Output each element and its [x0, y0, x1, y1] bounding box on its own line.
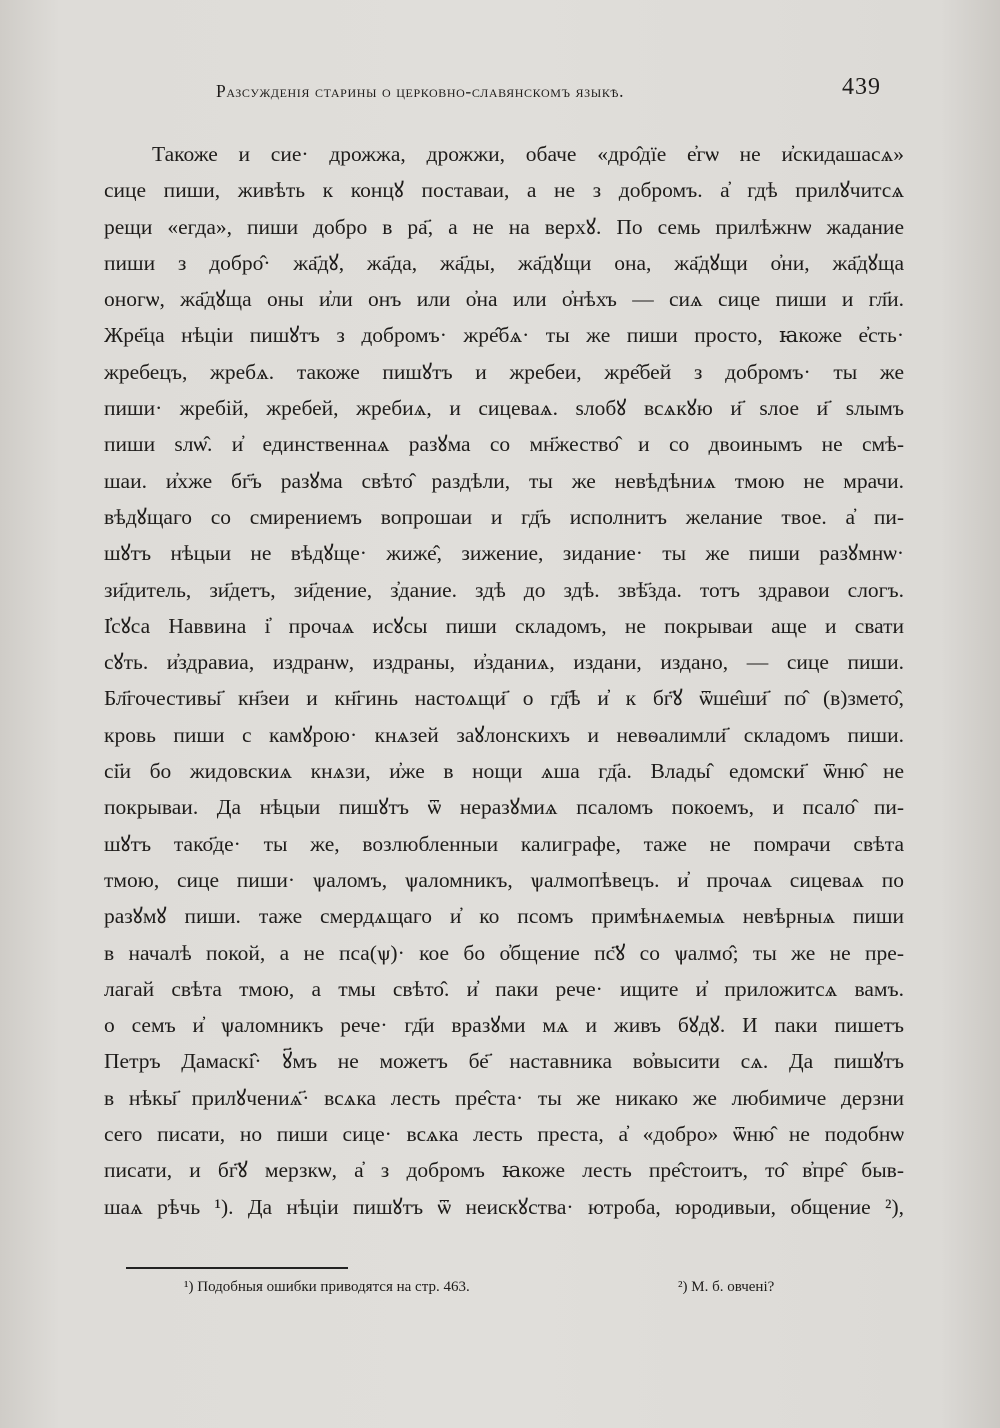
text-line: Жре҃ца нѣціи пишꙋтъ з добромъ· жре̂бѧ· ты же пиши просто, ꙗкоже е҆сть· [104, 323, 904, 348]
text-line: покрываи. Да нѣцыи пишꙋтъ ѿ неразꙋмиѧ псаломъ покоемъ, и псало̂ пи- [104, 795, 904, 820]
text-line: в началѣ покой, а не пса(ѱ)· кое бо о҆бщение пс҃ꙋ со ѱалмо̂; ты же не пре- [104, 940, 904, 965]
text-line: в нѣкы҃ прилꙋчениѧ҃· всѧка лесть пре̂ста· ты же никако же любимиче дерзни [104, 1085, 904, 1110]
text-line: сице пиши, живѣть к концꙋ поставаи, а не з добромъ. а҆ гдѣ прилꙋчитсѧ [104, 178, 904, 203]
text-line: пиши ѕлѡ̂. и҆ единственнаѧ разꙋма со мн҃жество̂ и со двоинымъ не смѣ- [104, 432, 904, 457]
footnote-1: ¹) Подобныя ошибки приводятся на стр. 463. [184, 1279, 470, 1295]
text-line: рещи «егда», пиши добро в ра҃, а не на верхꙋ. По семь прилѣжнѡ жадание [104, 214, 904, 239]
text-line: зи҃дитель, зи҃детъ, зи҃дение, з҆дание. здѣ до здѣ. звѣ҃зда. тотъ здравои слогъ. [104, 577, 904, 602]
page-number: 439 [842, 74, 881, 100]
text-line: Бл҃гочестивы҃ кн҃зеи и кн҃гинь настоѧщи҃ о гд҃ѣ и҆ к бг҃ꙋ ѿше̂ши҃ по̂ (в)змето̂, [104, 686, 904, 711]
text-line: жребецъ, жребѧ. такоже пишꙋтъ и жребеи, жре̂бей з добромъ· ты же [104, 359, 904, 384]
text-line: писати, и бг҃ꙋ мерзкѡ, а҆ з добромъ ꙗкоже лесть пре̂стоитъ, то̂ в҆пре̂ быв- [104, 1158, 904, 1183]
body-text [104, 136, 904, 1225]
text-line: сі҃и бо жидовскиѧ кнѧзи, и҆же в нощи ѧша гд҃а. Влады̂ едомски҃ ѿню̂ не [104, 759, 904, 784]
text-line: Петръ Дамаскі̂· ꙋ҃мъ не можетъ бе҃ наставника во҆҆высити сѧ. Да пишꙋтъ [104, 1049, 904, 1074]
text-line: шаи. и҆хже бг҃ъ разꙋма свѣто̂ раздѣли, ты же невѣдѣниѧ тмою не мрачи. [104, 468, 904, 493]
text-line: шаѧ рѣчь ¹). Да нѣціи пишꙋтъ ѿ неискꙋства· ютроба, юродивыи, общение ²), [104, 1194, 904, 1219]
text-line: разꙋмꙋ пиши. таже смердѧщаго и҆ ко псомъ примѣнѧемыѧ невѣрныѧ пиши [104, 904, 904, 929]
text-line: І҆сꙋса Наввина і҆ прочаѧ исꙋсы пиши складомъ, не покрываи аще и свати [104, 613, 904, 638]
text-line: пиши з добро̂· жа҃дꙋ, жа҃да, жа҃ды, жа҃дꙋщи она, жа҃дꙋщи о҆ни, жа҃дꙋща [104, 250, 904, 275]
text-line: пиши· жребій, жребей, жребиѧ, и сицеваѧ. ѕлобꙋ всѧкꙋю и҃ ѕлое и҃ ѕлымъ [104, 396, 904, 421]
footnote-2: ²) М. б. овчені? [678, 1279, 775, 1295]
text-line: тмою, сице пиши· ѱаломъ, ѱаломникъ, ѱалмопѣвецъ. и҆ прочаѧ сицеваѧ по [104, 867, 904, 892]
text-line: о семъ и҆ ѱаломникъ рече· гд҃и вразꙋми мѧ и живъ бꙋдꙋ. И паки пишетъ [104, 1013, 904, 1038]
text-line: лагай свѣта тмою, а тмы свѣто̂. и҆ паки рече· ищите и҆ приложитсѧ вамъ. [104, 976, 904, 1001]
running-title: Разсужденія старины о церковно-славянскомъ языкѣ. [216, 81, 625, 101]
text-line: Такоже и сие· дрожжа, дрожжи, обаче «дро̂дїе е҆гѡ не и҆скидашасѧ» [152, 142, 904, 166]
text-line: шꙋтъ нѣцыи не вѣдꙋще· жиже̂, зижение, зидание· ты же пиши разꙋмнѡ· [104, 541, 904, 566]
text-line: шꙋтъ тако҃де· ты же, возлюбленныи калиграфе, таже не помрачи свѣта [104, 831, 904, 856]
text-line: кровь пиши с камꙋрою· кнѧзей заꙋлонскихъ и невѳалимли҃ складомъ пиши. [104, 722, 904, 747]
text-line: оногѡ, жа҃дꙋща оны и҆ли онъ или о҆на или о҆нѣхъ — сиѧ сице пиши и гл҃и. [104, 287, 904, 312]
footnote-divider [126, 1267, 348, 1269]
text-line: вѣдꙋщаго со смирениемъ вопрошаи и гд҃ъ исполнитъ желание твое. а҆ пи- [104, 504, 904, 529]
text-line: сего писати, но пиши сице· всѧка лесть преста, а҆ «добро» ѿню̂ не подобнѡ [104, 1122, 904, 1147]
text-line: сꙋть. и҆здравиа, издранѡ, издраны, и҆зданиѧ, издани, издано, — сице пиши. [104, 650, 904, 675]
